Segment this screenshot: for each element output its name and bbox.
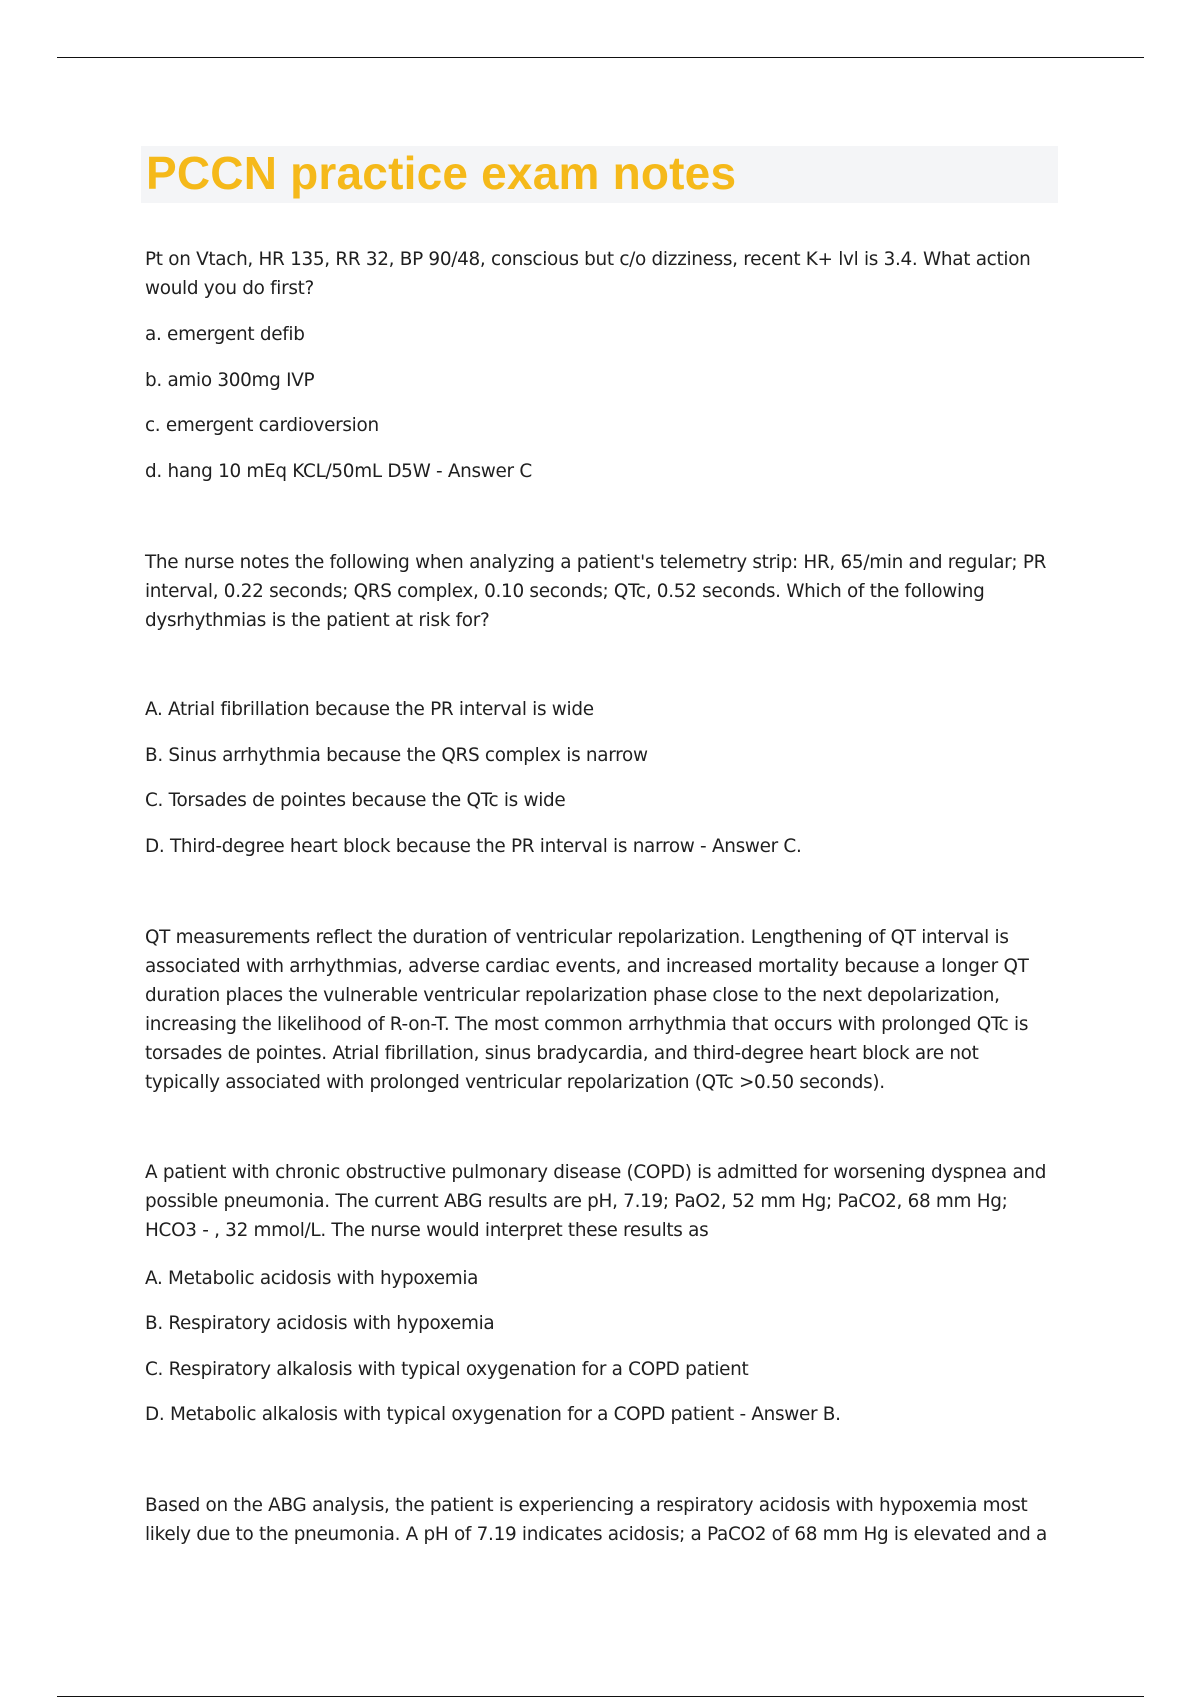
q3-option-d: D. Metabolic alkalosis with typical oxygenation for a COPD patient - Answer B. bbox=[145, 1404, 841, 1425]
q3-option-c: C. Respiratory alkalosis with typical oxygenation for a COPD patient bbox=[145, 1359, 749, 1380]
q3-option-b: B. Respiratory acidosis with hypoxemia bbox=[145, 1313, 495, 1334]
q3-rationale-line: likely due to the pneumonia. A pH of 7.19 indicates acidosis; a PaCO2 of 68 mm Hg is elevated and a bbox=[145, 1524, 1047, 1545]
q2-stem-line: dysrhythmias is the patient at risk for? bbox=[145, 610, 490, 631]
q2-rationale-line: increasing the likelihood of R-on-T. The most common arrhythmia that occurs with prolonged QTc is bbox=[145, 1014, 1029, 1035]
q2-rationale bbox=[145, 923, 1070, 1097]
q2-option-d: D. Third-degree heart block because the PR interval is narrow - Answer C. bbox=[145, 836, 802, 857]
q2-option-a: A. Atrial fibrillation because the PR interval is wide bbox=[145, 699, 594, 720]
document-title: PCCN practice exam notes bbox=[146, 147, 737, 199]
q2-rationale-line: torsades de pointes. Atrial fibrillation, sinus bradycardia, and third-degree heart block are not bbox=[145, 1043, 979, 1064]
q1-option-a: a. emergent defib bbox=[145, 324, 305, 345]
q3-stem-line: possible pneumonia. The current ABG results are pH, 7.19; PaO2, 52 mm Hg; PaCO2, 68 mm Hg; bbox=[145, 1191, 1008, 1212]
q1-option-d: d. hang 10 mEq KCL/50mL D5W - Answer C bbox=[145, 461, 532, 482]
q2-rationale-line: duration places the vulnerable ventricular repolarization phase close to the next depolarization, bbox=[145, 985, 1000, 1006]
q3-rationale-line: Based on the ABG analysis, the patient is experiencing a respiratory acidosis with hypoxemia most bbox=[145, 1495, 1028, 1516]
q1-stem bbox=[145, 245, 1065, 303]
q3-stem-line: HCO3 - , 32 mmol/L. The nurse would interpret these results as bbox=[145, 1220, 709, 1241]
q1-stem-line: Pt on Vtach, HR 135, RR 32, BP 90/48, conscious but c/o dizziness, recent K+ lvl is 3.4. What action bbox=[145, 249, 1031, 270]
q1-stem-line: would you do first? bbox=[145, 278, 314, 299]
q3-option-a: A. Metabolic acidosis with hypoxemia bbox=[145, 1268, 479, 1289]
q3-stem bbox=[145, 1158, 1070, 1245]
q3-stem-line: A patient with chronic obstructive pulmonary disease (COPD) is admitted for worsening dyspnea and bbox=[145, 1162, 1047, 1183]
q2-stem-line: interval, 0.22 seconds; QRS complex, 0.10 seconds; QTc, 0.52 seconds. Which of the following bbox=[145, 581, 985, 602]
q2-option-c: C. Torsades de pointes because the QTc is wide bbox=[145, 790, 566, 811]
footer-rule bbox=[57, 1696, 1144, 1697]
q2-option-b: B. Sinus arrhythmia because the QRS complex is narrow bbox=[145, 745, 648, 766]
q2-stem bbox=[145, 548, 1065, 635]
q1-option-b: b. amio 300mg IVP bbox=[145, 370, 315, 391]
q1-option-c: c. emergent cardioversion bbox=[145, 415, 379, 436]
q2-rationale-line: typically associated with prolonged ventricular repolarization (QTc >0.50 seconds). bbox=[145, 1072, 885, 1093]
q2-rationale-line: associated with arrhythmias, adverse cardiac events, and increased mortality because a longer QT bbox=[145, 956, 1029, 977]
q2-stem-line: The nurse notes the following when analyzing a patient's telemetry strip: HR, 65/min and regular; PR bbox=[145, 552, 1047, 573]
q2-rationale-line: QT measurements reflect the duration of ventricular repolarization. Lengthening of QT interval is bbox=[145, 927, 1009, 948]
q3-rationale bbox=[145, 1491, 1070, 1549]
header-rule bbox=[57, 57, 1144, 58]
